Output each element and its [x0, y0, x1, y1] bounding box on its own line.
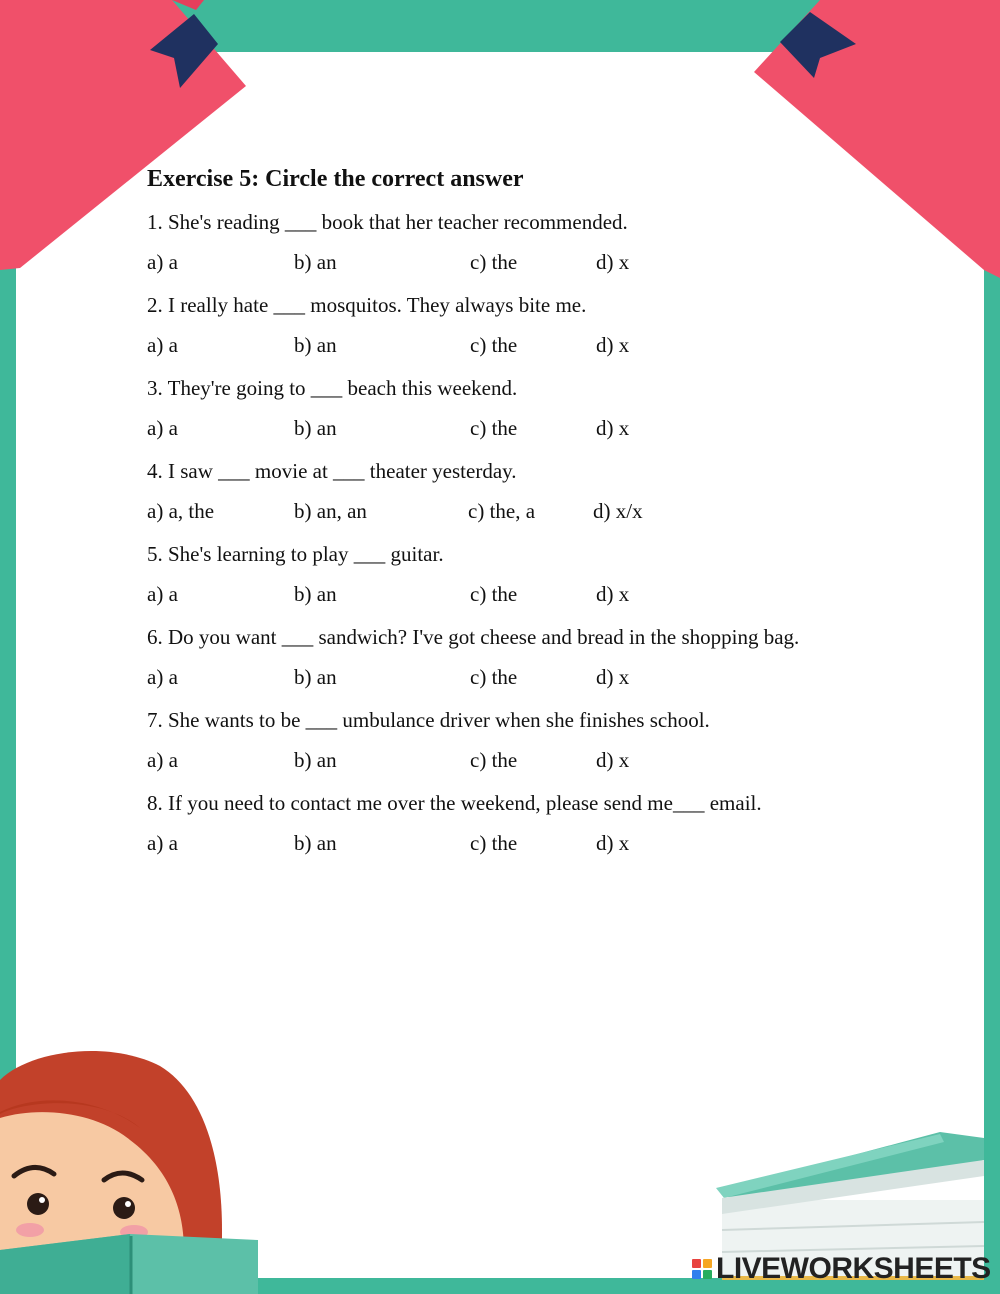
- option-a[interactable]: a) a: [147, 416, 178, 440]
- question-text: 2. I really hate ___ mosquitos. They always bite me.: [147, 293, 587, 317]
- worksheet-content: [147, 163, 907, 865]
- girl-reading-illustration-icon: [0, 1051, 258, 1294]
- question-4: [147, 450, 907, 533]
- option-a[interactable]: a) a: [147, 582, 178, 606]
- question-text: 4. I saw ___ movie at ___ theater yesterday.: [147, 459, 517, 483]
- exercise-title: Exercise 5: Circle the correct answer: [147, 166, 524, 192]
- option-b[interactable]: b) an, an: [294, 499, 367, 523]
- question-2: [147, 284, 907, 367]
- option-d[interactable]: d) x: [596, 416, 630, 440]
- question-text: 6. Do you want ___ sandwich? I've got cheese and bread in the shopping bag.: [147, 625, 800, 649]
- option-b[interactable]: b) an: [294, 416, 337, 440]
- option-b[interactable]: b) an: [294, 582, 337, 606]
- question-5: [147, 533, 907, 616]
- liveworksheets-logo[interactable]: [692, 1252, 991, 1286]
- question-6: [147, 616, 907, 699]
- option-c[interactable]: c) the: [470, 748, 518, 772]
- option-b[interactable]: b) an: [294, 831, 337, 855]
- option-d[interactable]: d) x/x: [593, 499, 643, 523]
- option-d[interactable]: d) x: [596, 665, 630, 689]
- option-a[interactable]: a) a: [147, 333, 178, 357]
- answer-options: [147, 574, 907, 616]
- option-d[interactable]: d) x: [596, 831, 630, 855]
- option-c[interactable]: c) the, a: [468, 499, 536, 523]
- logo-text: LIVEWORKSHEETS: [716, 1252, 991, 1285]
- question-8: [147, 782, 907, 865]
- liveworksheets-logo-icon: [692, 1259, 712, 1279]
- answer-options: [147, 242, 907, 284]
- option-d[interactable]: d) x: [596, 748, 630, 772]
- question-list: [147, 201, 907, 865]
- option-d[interactable]: d) x: [596, 333, 630, 357]
- option-a[interactable]: a) a: [147, 748, 178, 772]
- question-text: 7. She wants to be ___ umbulance driver when she finishes school.: [147, 708, 710, 732]
- option-d[interactable]: d) x: [596, 250, 630, 274]
- option-c[interactable]: c) the: [470, 333, 518, 357]
- option-d[interactable]: d) x: [596, 582, 630, 606]
- question-text: 5. She's learning to play ___ guitar.: [147, 542, 444, 566]
- question-text: 8. If you need to contact me over the weekend, please send me___ email.: [147, 791, 762, 815]
- option-a[interactable]: a) a: [147, 665, 178, 689]
- option-a[interactable]: a) a, the: [147, 499, 215, 523]
- option-a[interactable]: a) a: [147, 250, 178, 274]
- option-c[interactable]: c) the: [470, 665, 518, 689]
- option-c[interactable]: c) the: [470, 582, 518, 606]
- option-a[interactable]: a) a: [147, 831, 178, 855]
- answer-options: [147, 491, 907, 533]
- question-text: 1. She's reading ___ book that her teacher recommended.: [147, 210, 628, 234]
- answer-options: [147, 823, 907, 865]
- option-c[interactable]: c) the: [470, 831, 518, 855]
- question-7: [147, 699, 907, 782]
- question-1: [147, 201, 907, 284]
- answer-options: [147, 657, 907, 699]
- answer-options: [147, 740, 907, 782]
- option-b[interactable]: b) an: [294, 250, 337, 274]
- answer-options: [147, 408, 907, 450]
- option-b[interactable]: b) an: [294, 333, 337, 357]
- option-b[interactable]: b) an: [294, 748, 337, 772]
- answer-options: [147, 325, 907, 367]
- option-c[interactable]: c) the: [470, 250, 518, 274]
- question-3: [147, 367, 907, 450]
- option-b[interactable]: b) an: [294, 665, 337, 689]
- option-c[interactable]: c) the: [470, 416, 518, 440]
- question-text: 3. They're going to ___ beach this weekend.: [147, 376, 518, 400]
